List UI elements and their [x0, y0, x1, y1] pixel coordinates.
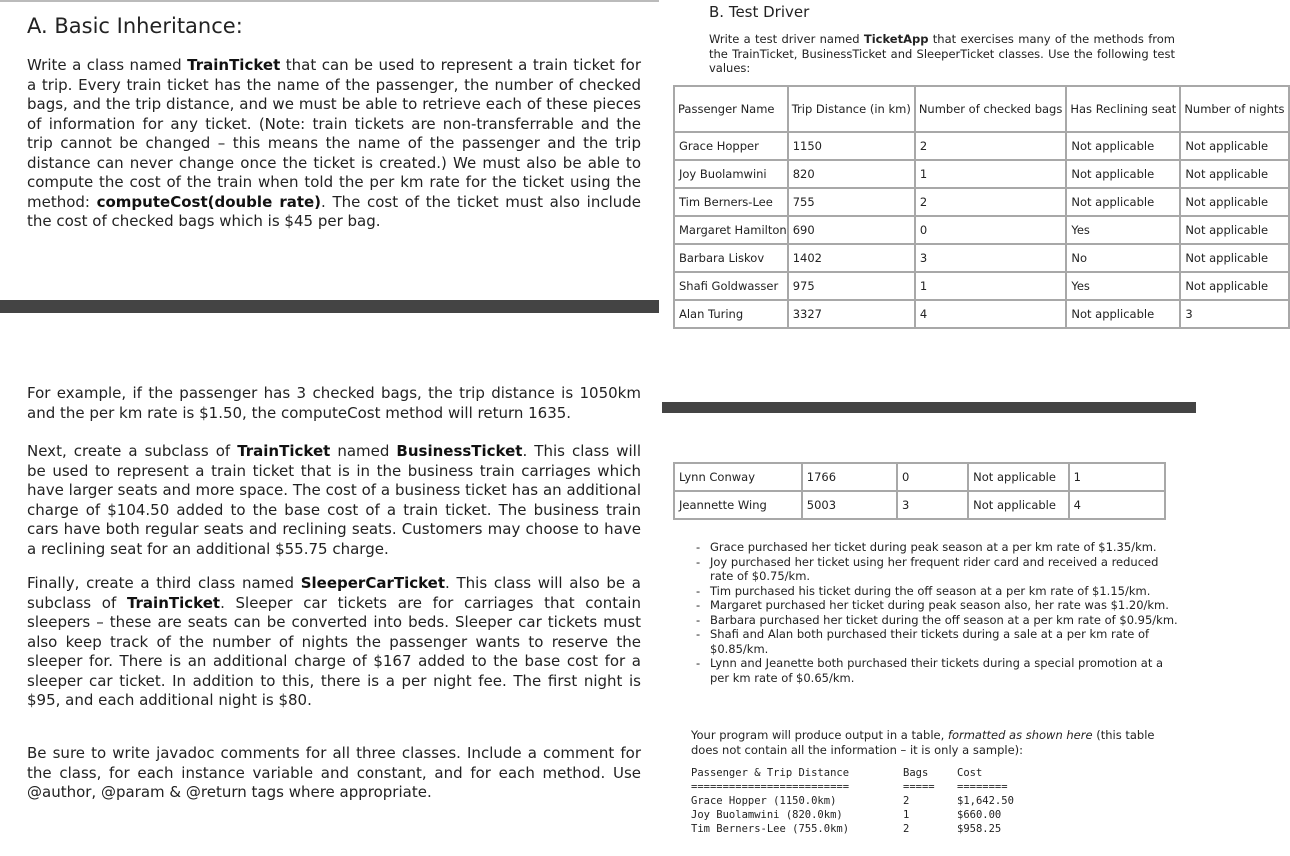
- cell-reclining: Yes: [1067, 273, 1179, 299]
- section-b-title: B. Test Driver: [709, 3, 810, 21]
- cell-name: Alan Turing: [675, 301, 787, 327]
- section-a-paragraph-1: Write a class named TrainTicket that can be used to represent a train ticket for a trip. Every train ticket has the name of the passenger, the number of checked bags, and the trip distance, and we must be able to retrieve each of these pieces of information for any ticket. (Note: train tickets are non-transferrable and the trip cannot be changed – this means the name of the passenger and the trip distance can never change once the ticket is created.) We must also be able to compute the cost of the train when told the per km rate for the ticket using the method: computeCost(double rate). The cost of the ticket must also include the cost of checked bags which is $45 per bag.: [27, 56, 642, 230]
- rate-notes-list: [694, 540, 1178, 685]
- cell-bags: 2: [916, 189, 1066, 215]
- bold-term: TrainTicket: [126, 593, 221, 612]
- cell-nights: Not applicable: [1181, 189, 1287, 215]
- cell-nights: 4: [1070, 492, 1164, 518]
- sample-row-2-bags: 1: [903, 809, 910, 821]
- cell-name: Lynn Conway: [675, 464, 801, 490]
- sample-header-name: Passenger & Trip Distance: [691, 767, 850, 779]
- cell-nights: 1: [1070, 464, 1164, 490]
- sample-row-1-name: Grace Hopper (1150.0km): [691, 795, 837, 807]
- table-row: [675, 161, 1288, 187]
- header-bags: Number of checked bags: [916, 87, 1066, 131]
- cell-bags: 3: [898, 492, 967, 518]
- cell-reclining: Not applicable: [1067, 189, 1179, 215]
- section-a-paragraph-5: Be sure to write javadoc comments for all three classes. Include a comment for the class, for each instance variable and constant, and for each method. Use @author, @param & @return tags where appropriate.: [27, 744, 641, 801]
- table-header-row: [675, 87, 1288, 131]
- cell-reclining: Not applicable: [969, 464, 1068, 490]
- cell-distance: 690: [789, 217, 914, 243]
- note-item: - Shafi and Alan both purchased their tickets during a sale at a per km rate of $0.85/km.: [694, 627, 1178, 656]
- section-a-title: A. Basic Inheritance:: [27, 14, 243, 38]
- cell-bags: 2: [916, 133, 1066, 159]
- cell-nights: 3: [1181, 301, 1287, 327]
- cell-name: Shafi Goldwasser: [675, 273, 787, 299]
- cell-name: Margaret Hamilton: [675, 217, 787, 243]
- sample-row-3-name: Tim Berners-Lee (755.0km): [691, 823, 850, 835]
- table-row: [675, 189, 1288, 215]
- cell-reclining: Not applicable: [1067, 301, 1179, 327]
- sample-header-bags: Bags: [903, 767, 929, 779]
- cell-name: Grace Hopper: [675, 133, 787, 159]
- cell-nights: Not applicable: [1181, 245, 1287, 271]
- cell-distance: 5003: [803, 492, 896, 518]
- bold-term: TrainTicket: [237, 442, 331, 460]
- cell-distance: 975: [789, 273, 914, 299]
- sample-rule-bags: =====: [903, 781, 935, 793]
- header-reclining: Has Reclining seat: [1067, 87, 1179, 131]
- section-a-paragraph-3: Next, create a subclass of TrainTicket named BusinessTicket. This class will be used to represent a train ticket that is in the business train carriages which have larger seats and more space. The cost of a business ticket has an additional charge of $104.50 added to the base cost of a train ticket. The business train cars have both regular seats and reclining seats. Customers may choose to have a reclining seat for an additional $55.75 charge.: [27, 442, 641, 558]
- cell-name: Joy Buolamwini: [675, 161, 787, 187]
- cell-name: Barbara Liskov: [675, 245, 787, 271]
- note-item: - Barbara purchased her ticket during the off season at a per km rate of $0.95/km.: [694, 613, 1178, 628]
- test-values-table-continued: [673, 462, 1166, 520]
- cell-reclining: Not applicable: [969, 492, 1068, 518]
- output-intro: Your program will produce output in a table, formatted as shown here (this table does not contain all the information – it is only a sample):: [691, 728, 1155, 757]
- sample-row-2-name: Joy Buolamwini (820.0km): [691, 809, 843, 821]
- cell-bags: 0: [898, 464, 967, 490]
- cell-bags: 1: [916, 273, 1066, 299]
- sample-rule-cost: ========: [957, 781, 1008, 793]
- table-continued-row: [675, 464, 1164, 490]
- note-item: - Joy purchased her ticket using her frequent rider card and received a reduced rate of $0.75/km.: [694, 555, 1178, 584]
- cell-nights: Not applicable: [1181, 273, 1287, 299]
- section-a-paragraph-2: For example, if the passenger has 3 checked bags, the trip distance is 1050km and the per km rate is $1.50, the computeCost method will return 1635.: [27, 384, 641, 422]
- note-item: - Tim purchased his ticket during the off season at a per km rate of $1.15/km.: [694, 584, 1178, 599]
- note-item: - Lynn and Jeanette both purchased their tickets during a special promotion at a per km rate of $0.65/km.: [694, 656, 1178, 685]
- bold-term: TrainTicket: [187, 56, 281, 74]
- cell-nights: Not applicable: [1181, 133, 1287, 159]
- cell-bags: 4: [916, 301, 1066, 327]
- cell-nights: Not applicable: [1181, 161, 1287, 187]
- sample-row-1-bags: 2: [903, 795, 910, 807]
- page-break-bar-left: [0, 300, 659, 313]
- note-item: - Margaret purchased her ticket during peak season also, her rate was $1.20/km.: [694, 598, 1178, 613]
- sample-row-1-cost: $1,642.50: [957, 795, 1014, 807]
- test-values-table: [673, 85, 1290, 329]
- sample-row-3-bags: 2: [903, 823, 910, 835]
- page-break-bar-right: [662, 402, 1196, 413]
- cell-distance: 1766: [803, 464, 896, 490]
- cell-reclining: Yes: [1067, 217, 1179, 243]
- cell-bags: 1: [916, 161, 1066, 187]
- bold-term: TicketApp: [863, 32, 929, 46]
- cell-distance: 755: [789, 189, 914, 215]
- table-row: [675, 245, 1288, 271]
- note-item: - Grace purchased her ticket during peak season at a per km rate of $1.35/km.: [694, 540, 1178, 555]
- sample-row-3-cost: $958.25: [957, 823, 1002, 835]
- table-continued-row: [675, 492, 1164, 518]
- cell-reclining: No: [1067, 245, 1179, 271]
- bold-term: SleeperCarTicket: [300, 574, 446, 592]
- page-top-edge-left: [0, 0, 659, 2]
- cell-distance: 3327: [789, 301, 914, 327]
- cell-bags: 3: [916, 245, 1066, 271]
- italic-term: formatted as shown here: [947, 728, 1093, 742]
- header-name: Passenger Name: [675, 87, 787, 131]
- section-a-paragraph-4: Finally, create a third class named SleeperCarTicket. This class will also be a subclass of TrainTicket. Sleeper car tickets are for carriages that contain sleepers – these are seats can be converted into beds. Sleeper car tickets must also keep track of the number of nights the passenger wants to reserve the sleeper for. There is an additional charge of $167 added to the base cost for a sleeper car ticket. In addition to this, there is a per night fee. The first night is $95, and each additional night is $80.: [27, 574, 641, 709]
- table-row: [675, 217, 1288, 243]
- cell-distance: 1402: [789, 245, 914, 271]
- bold-term: BusinessTicket: [396, 442, 523, 460]
- table-row: [675, 133, 1288, 159]
- table-row: [675, 273, 1288, 299]
- cell-distance: 820: [789, 161, 914, 187]
- sample-row-2-cost: $660.00: [957, 809, 1002, 821]
- header-distance: Trip Distance (in km): [789, 87, 914, 131]
- sample-header-cost: Cost: [957, 767, 983, 779]
- cell-nights: Not applicable: [1181, 217, 1287, 243]
- section-b-intro: Write a test driver named TicketApp that exercises many of the methods from the TrainTicket, BusinessTicket and SleeperTicket classes. Use the following test values:: [709, 32, 1175, 75]
- header-nights: Number of nights: [1181, 87, 1287, 131]
- cell-distance: 1150: [789, 133, 914, 159]
- cell-name: Tim Berners-Lee: [675, 189, 787, 215]
- cell-reclining: Not applicable: [1067, 133, 1179, 159]
- cell-reclining: Not applicable: [1067, 161, 1179, 187]
- cell-name: Jeannette Wing: [675, 492, 801, 518]
- sample-rule-name: =========================: [691, 781, 850, 793]
- table-row: [675, 301, 1288, 327]
- cell-bags: 0: [916, 217, 1066, 243]
- bold-term: computeCost(double rate): [96, 192, 322, 211]
